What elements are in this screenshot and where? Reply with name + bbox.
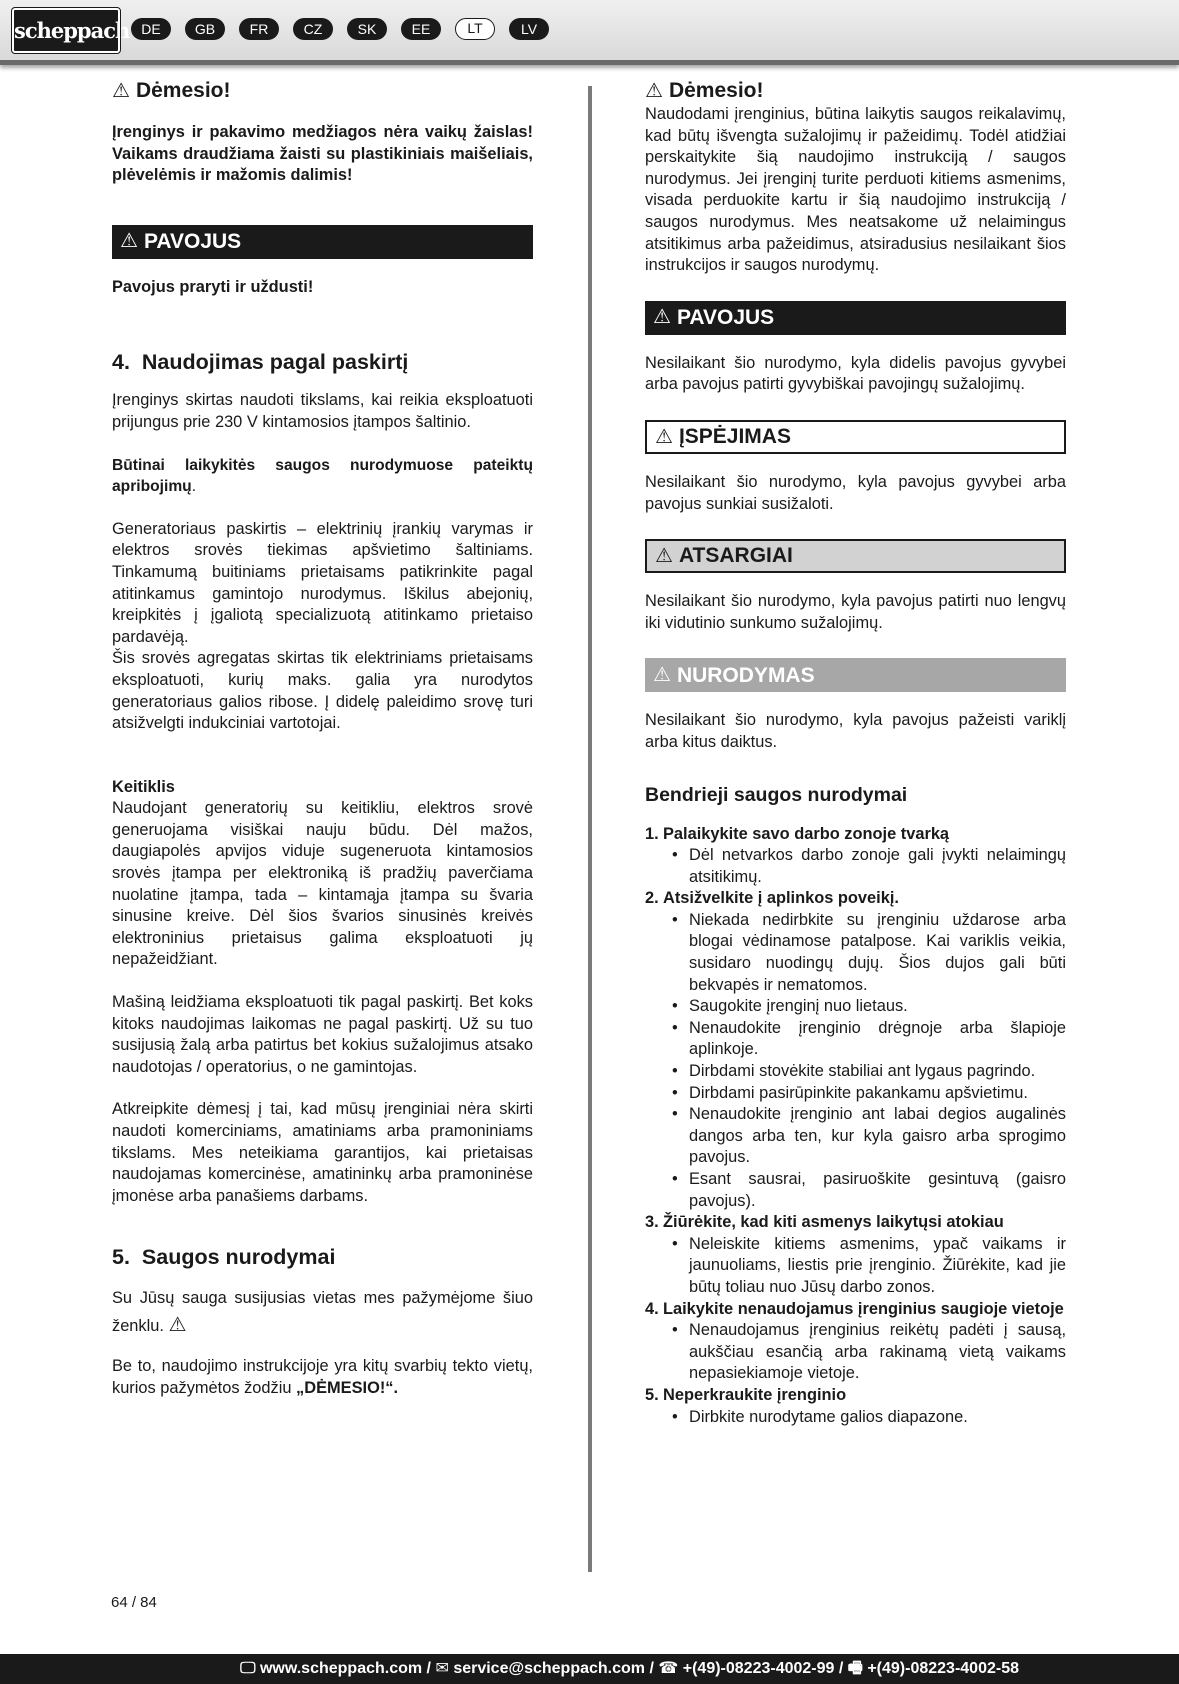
lang-tab-ee[interactable]: EE [401, 18, 441, 40]
bold-text: Būtinai laikykitės saugos nurodymuose pateiktų apribojimų [112, 456, 533, 496]
bullet-item [672, 910, 1066, 996]
list-item [645, 1385, 1066, 1407]
bullet-icon: • [672, 1170, 678, 1188]
section-title: Saugos nurodymai [141, 1245, 336, 1270]
list-item [645, 1299, 1066, 1321]
mail-icon: ✉ [435, 1660, 449, 1677]
danger-box [645, 301, 1066, 335]
paragraph [112, 455, 533, 498]
bullet-icon: • [672, 1062, 678, 1081]
fax-icon: 🖷 [847, 1660, 863, 1677]
attention-text: Naudodami įrenginius, būtina laikytis saugos reikalavimų, kad būtų išvengta sužalojimų ir pažeidimų. Todėl atidžiai perskaitykite šią naudojimo instrukciją / saugos nurodymus. Jei įrenginį turite perduoti kitiems asmenims, visada perduokite kartu ir šią naudojimo instrukciją / saugos nurodymus. Mes neatsakome už nelaimingus atsitikimus arba pažeidimus, atsiradusius nesilaikant šios instrukcijos ir saugos nurodymų. [645, 105, 1066, 275]
caution-box [645, 539, 1066, 573]
warning-triangle-icon: ⚠ [655, 425, 673, 448]
section-number: 5. [112, 1245, 130, 1270]
bullet-item [672, 1083, 1066, 1105]
warning-triangle-icon: ⚠ [112, 80, 130, 102]
paragraph: Generatoriaus paskirtis – elektrinių įrankių varymas ir elektros srovės tiekimas apšvietimo šaltiniams. Tinkamumą buitiniams prietaisams patikrinkite pagal atitinkamus gamintojo nurodymus. Iškilus abejonių, kreipkitės į įgaliotą specializuotą atitinkamo prietaiso pardavėją. [112, 519, 533, 646]
caution-text: Nesilaikant šio nurodymo, kyla pavojus patirti nuo lengvų iki vidutinio sunkumo sužalojimų. [645, 592, 1066, 632]
footer-bar: 🖵 www.scheppach.com / ✉ service@scheppach.com / ☎ +(49)-08223-4002-99 / 🖷 +(49)-08223-4002-58 [0, 1654, 1179, 1684]
warning-label: ĮSPĖJIMAS [678, 424, 791, 448]
paragraph: Šis srovės agregatas skirtas tik elektriniams prietaisams eksploatuoti, kurių maks. galia yra nurodytos generatoriaus galios ribose. Į didelę paleidimo srovę turi atsižvelgti indukciniai vartotojai. [112, 649, 533, 733]
text: . [191, 478, 197, 496]
bullet-text: Dėl netvarkos darbo zonoje gali įvykti nelaimingų atsitikimų. [689, 846, 1066, 886]
left-column [112, 78, 533, 1400]
lang-tab-gb[interactable]: GB [185, 18, 225, 40]
email-link[interactable]: service@scheppach.com [453, 1660, 646, 1677]
lang-tab-fr[interactable]: FR [239, 18, 279, 40]
danger-label: PAVOJUS [143, 230, 242, 254]
warning-triangle-icon: ⚠ [645, 80, 663, 102]
warning-text: Nesilaikant šio nurodymo, kyla pavojus gyvybei arba pavojus sunkiai susižaloti. [645, 472, 1066, 513]
section-5-heading [112, 1243, 533, 1271]
section-title: Naudojimas pagal paskirtį [141, 350, 409, 375]
paragraph: Naudojant generatorių su keitikliu, elektros srovė generuojama visiškai nauju būdu. Dėl mažos, daugiapolės apvijos viduje sugeneruota kintamosios srovės įtampa per elektroniką iš pradžių paverčiama nuolatine įtampa, tada – kintamąja įtampa su švaria sinusine kreive. Dėl šios švarios sinusinės kreivės elektroninius prietaisus galima eksploatuoti jų nepažeidžiant. [112, 799, 533, 969]
lang-tab-lt[interactable]: LT [455, 18, 495, 40]
warning-triangle-icon: ⚠ [653, 306, 671, 329]
paragraph [112, 1285, 533, 1340]
bullet-item [672, 996, 1066, 1018]
lang-tab-de[interactable]: DE [131, 18, 171, 40]
bullet-item [672, 1169, 1066, 1212]
bullet-item [672, 1320, 1066, 1385]
bullet-icon: • [672, 997, 678, 1016]
attention-title: Dėmesio! [668, 79, 764, 102]
text: Be to, naudojimo instrukcijoje yra kitų svarbių tekto vietų, kurios pažymėtos žodžiu [112, 1357, 533, 1397]
bullet-item [672, 1018, 1066, 1061]
bullet-item [672, 1234, 1066, 1299]
bullet-text: Saugokite įrenginį nuo lietaus. [689, 997, 908, 1016]
bullet-text: Dirbdami stovėkite stabiliai ant lygaus pagrindo. [689, 1062, 1036, 1081]
list-number: 1. [645, 824, 659, 843]
bullet-text: Esant sausrai, pasiruoškite gesintuvą (gaisro pavojus). [689, 1170, 1066, 1210]
fax-number: +(49)-08223-4002-58 [867, 1660, 1019, 1677]
section-4-heading [112, 348, 533, 376]
header-bar [0, 0, 1179, 65]
danger-label: PAVOJUS [676, 306, 775, 330]
bullet-icon: • [672, 1407, 678, 1426]
bullet-icon: • [672, 846, 678, 865]
list-number: 2. [645, 889, 659, 908]
list-number: 5. [645, 1385, 659, 1404]
notice-text: Nesilaikant šio nurodymo, kyla pavojus pažeisti variklį arba kitus daiktus. [645, 711, 1066, 751]
bullet-icon: • [672, 1083, 678, 1102]
phone-icon: ☎ [658, 1660, 679, 1677]
attention-title: Dėmesio! [135, 79, 231, 102]
phone-number: +(49)-08223-4002-99 [682, 1660, 835, 1677]
list-item [645, 824, 1066, 846]
bullet-item [672, 845, 1066, 888]
list-item-title: Neperkraukite įrenginio [663, 1385, 847, 1404]
scheppach-logo[interactable]: scheppach [12, 8, 120, 53]
paragraph [112, 1356, 533, 1399]
bullet-item [672, 1061, 1066, 1083]
bullet-text: Dirbdami pasirūpinkite pakankamu apšvietimu. [689, 1083, 1028, 1102]
general-safety-heading: Bendrieji saugos nurodymai [645, 783, 908, 806]
bullet-icon: • [672, 910, 678, 929]
warning-box [645, 420, 1066, 454]
paragraph: Mašiną leidžiama eksploatuoti tik pagal paskirtį. Bet koks kitoks naudojimas laikomas ne pagal paskirtį. Už su tuo susijusią žalą arba patirtus bet kokius sužalojimus atsako naudotojas / operatorius, o ne gamintojas. [112, 993, 533, 1076]
website-link[interactable]: www.scheppach.com [259, 1660, 423, 1677]
bullet-icon: • [672, 1018, 678, 1037]
paragraph: Įrenginys skirtas naudoti tikslams, kai reikia eksploatuoti prijungus prie 230 V kintamosios įtampos šaltinio. [112, 391, 533, 431]
caution-label: ATSARGIAI [678, 544, 793, 568]
bullet-text: Niekada nedirbkite su įrenginiu uždarose arba blogai vėdinamose patalpose. Kai variklis veikia, susidaro nuodingų dujų. Šios dujos gali būti bekvapės ir nematomos. [689, 910, 1066, 994]
warning-triangle-icon: ⚠ [655, 545, 673, 568]
warning-triangle-icon: ⚠ [168, 1314, 187, 1337]
danger-text: Pavojus praryti ir uždusti! [112, 277, 314, 296]
danger-box [112, 225, 533, 259]
bullet-text: Nenaudokite įrenginio ant labai degios augalinės dangos arba ten, kur kyla gaisro arba sprogimo pavojus. [689, 1105, 1066, 1167]
list-item-title: Žiūrėkite, kad kiti asmenys laikytųsi atokiau [663, 1213, 1004, 1232]
bullet-item [672, 1104, 1066, 1169]
bullet-icon: • [672, 1234, 678, 1253]
bullet-icon: • [672, 1105, 678, 1124]
bullet-text: Neleiskite kitiems asmenims, ypač vaikams ir jaunuoliams, liestis prie įrenginio. Žiūrėkite, kad jie būtų toliau nuo Jūsų darbo zonos. [689, 1234, 1066, 1296]
list-number: 4. [645, 1299, 659, 1318]
page-number: 64 / 84 [111, 1594, 157, 1611]
right-column [645, 78, 1066, 1428]
lang-tab-lv[interactable]: LV [509, 18, 549, 40]
warning-triangle-icon: ⚠ [120, 230, 138, 253]
notice-label: NURODYMAS [676, 663, 815, 687]
warning-triangle-icon: ⚠ [653, 663, 671, 686]
list-item-title: Laikykite nenaudojamus įrenginius saugioje vietoje [663, 1299, 1064, 1318]
text: Su Jūsų sauga susijusias vietas mes pažymėjome šiuo ženklu. [112, 1289, 533, 1336]
bold-text: „DĖMESIO!“. [296, 1378, 399, 1397]
attention-text: Įrenginys ir pakavimo medžiagos nėra vaikų žaislas! Vaikams draudžiama žaisti su plastikiniais maišeliais, plėvelėmis ir mažomis dalimis! [112, 123, 533, 185]
language-selector [131, 18, 549, 40]
keitiklis-title: Keitiklis [112, 777, 175, 796]
section-number: 4. [112, 350, 130, 375]
paragraph: Atkreipkite dėmesį į tai, kad mūsų įrenginiai nėra skirti naudoti komerciniams, amatiniams arba pramoniniams tikslams. Mes neteikiama garantijos, kai prietaisas naudojamas komercinėse, amatininkų arba pramoninėse įmonėse arba panašiems darbams. [112, 1100, 533, 1205]
danger-text: Nesilaikant šio nurodymo, kyla didelis pavojus gyvybei arba pavojus patirti gyvybiškai pavojingų sužalojimų. [645, 353, 1066, 394]
bullet-icon: • [672, 1321, 678, 1340]
lang-tab-sk[interactable]: SK [347, 18, 387, 40]
column-divider [588, 86, 592, 1572]
list-item [645, 1212, 1066, 1234]
list-item [645, 888, 1066, 910]
notice-box [645, 658, 1066, 692]
safety-list [645, 824, 1066, 1429]
bullet-item [672, 1407, 1066, 1429]
list-number: 3. [645, 1213, 659, 1232]
attention-heading [112, 78, 533, 104]
list-item-title: Atsižvelkite į aplinkos poveikį. [663, 889, 899, 908]
bullet-text: Nenaudojamus įrenginius reikėtų padėti į sausą, aukščiau esančią arba rakinamą vietą vaikams nepasiekiamoje vietoje. [689, 1321, 1066, 1383]
attention-heading [645, 78, 1066, 104]
bullet-text: Nenaudokite įrenginio drėgnoje arba šlapioje aplinkoje. [689, 1018, 1066, 1059]
lang-tab-cz[interactable]: CZ [293, 18, 333, 40]
bullet-text: Dirbkite nurodytame galios diapazone. [689, 1407, 968, 1426]
list-item-title: Palaikykite savo darbo zonoje tvarką [663, 824, 950, 843]
monitor-icon: 🖵 [240, 1660, 256, 1677]
